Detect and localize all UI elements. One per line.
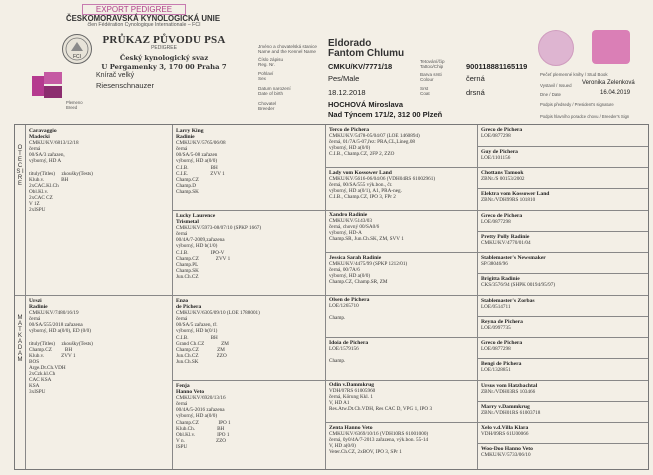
grandparent-reg: CMKU/KV/6920/13/16 xyxy=(176,395,226,402)
gen4-cell xyxy=(481,383,645,402)
breed-cz: Knírač velký xyxy=(96,72,135,79)
dam-line: CAC KSA xyxy=(29,377,52,384)
gen4-cell xyxy=(481,127,645,146)
great-grandparent-line: černá, 0y0/4A/7-2013 zařazena, výk.bon. 55-14 xyxy=(329,437,429,444)
great-grandparent-line: černá, 01/7A/5-07,řez: PRA,CL,Lineg.08 xyxy=(329,139,416,146)
grandparent-name: Fenja xyxy=(176,383,190,389)
gen4-name: Marry v.Dammkrug xyxy=(481,404,530,410)
dog-reg: CMKU/KV/7771/18 xyxy=(328,62,393,71)
great-grandparent-line: CMKU/KV/5478-05/04/07 (LOE 1460894) xyxy=(329,133,420,140)
gen4-cell xyxy=(481,255,645,274)
great-grandparent-cell xyxy=(329,382,475,422)
great-grandparent-line: CMKU/KV/5616-06/04/06 (VDH04RS 61002961) xyxy=(329,176,436,183)
great-grandparent-cell xyxy=(329,340,475,380)
dam-kennel: Radinie xyxy=(29,304,48,311)
dam-line: Arge.Dt.Ch.VDH xyxy=(29,364,66,371)
club-address: U Pergamenky 3, 170 00 Praha 7 xyxy=(101,63,227,71)
grandparent-line: černá xyxy=(176,316,188,323)
sire-line: 2xCAC CZ xyxy=(29,194,53,201)
great-grandparent-line: Champ. xyxy=(329,358,346,365)
great-grandparent-name: Terco de Pichera xyxy=(329,127,370,133)
gen4-cell xyxy=(481,213,645,232)
sire-line: 2xISPU xyxy=(29,207,46,214)
grandparent-line: výborný, HD a(0/0) xyxy=(176,158,218,165)
grandparent-line: Jun.Ch.SK xyxy=(176,358,199,365)
label-breeder: Chovatel Breeder xyxy=(258,101,277,112)
great-grandparent-line: V, HD a(0/0) xyxy=(329,443,356,450)
label-name: Jméno a chovatelská stanice Name and the Kennel Name xyxy=(258,44,317,55)
grandparent-line: Champ.CZ ZVV 1 xyxy=(176,255,231,262)
great-grandparent-line: C.I.B., Champ.CZ, 2FP 2, ZZO xyxy=(329,151,395,158)
great-grandparent-cell xyxy=(329,127,475,167)
stamp-seal-2 xyxy=(592,30,630,64)
gen4-cell xyxy=(481,425,645,444)
great-grandparent-name: Odin v.Dammkrug xyxy=(329,382,375,388)
label-dob: Datum narození Date of birth xyxy=(258,86,291,97)
gen4-name: Woo-Doo Hanno Veto xyxy=(481,446,533,452)
club-name: Český kynologický svaz xyxy=(119,54,209,62)
great-grandparent-line: výborný, HD a(0/0) xyxy=(329,273,371,280)
pedigree-title: PRŮKAZ PŮVODU PSA xyxy=(102,34,226,46)
gen4-name: Elektra vom Kossower Land xyxy=(481,191,550,197)
grandparent-line: Grand Ch.CZ ZM xyxy=(176,340,229,347)
grandparent-line: Champ.CZ xyxy=(176,176,199,183)
dam-line: 2xCzk.kl.Ch xyxy=(29,371,56,378)
grandparent-line: Champ.SK xyxy=(176,188,199,195)
dog-coat: drsná xyxy=(466,88,485,97)
grandparent-line: V n. ZZO xyxy=(176,437,227,444)
grandparent-cell xyxy=(176,383,322,467)
stamp-seal-1 xyxy=(538,30,574,66)
grandparent-cell xyxy=(176,298,322,378)
grandparent-line: Champ.SK xyxy=(176,267,199,274)
dog-breeder-line2: Nad Týncem 171/2, 312 00 Plzeň xyxy=(328,110,443,119)
grandparent-line: Champ.CZ IPO 1 xyxy=(176,419,231,426)
great-grandparent-cell xyxy=(329,297,475,337)
gen4-cell xyxy=(481,149,645,168)
grandparent-line: černá xyxy=(176,401,188,408)
grandparent-line: 00/4A/5-2016 zařazena xyxy=(176,407,225,414)
gen4-name: Greco de Pichera xyxy=(481,340,523,346)
great-grandparent-name: Zenta Hanno Veto xyxy=(329,425,373,431)
gen4-reg: ZBNr./VDH99RS 101810 xyxy=(481,197,536,204)
gen4-cell xyxy=(481,170,645,189)
gen4-name: Chottans Tamook xyxy=(481,170,524,176)
gen4-name: Brigitta Radinie xyxy=(481,276,520,282)
grandparent-line: černá xyxy=(176,231,188,238)
label-reg: Číslo zápisu Reg. Nr. xyxy=(258,57,284,68)
gen4-reg: CMKU/KV/5733/06/10 xyxy=(481,452,531,459)
dam-line: KSA xyxy=(29,383,40,390)
breed-de: Riesenschnauzer xyxy=(96,81,154,90)
side-label-dam: M A T K A D A M xyxy=(17,315,23,363)
sire-name: Caravaggio xyxy=(29,128,57,134)
grandparent-line: Obl.Kl.v. IPO 1 xyxy=(176,431,230,438)
dog-dob: 18.12.2018 xyxy=(328,88,366,97)
great-grandparent-line: černá, Körung Kkl. 1 xyxy=(329,394,373,401)
grandparent-line: černá xyxy=(176,146,188,153)
great-grandparent-cell xyxy=(329,255,475,295)
gen4-cell xyxy=(481,404,645,423)
grandparent-name: Enzo xyxy=(176,298,189,304)
great-grandparent-name: Olsen de Pichera xyxy=(329,297,370,303)
grandparent-line: 00/SA/5-08 zařazen xyxy=(176,152,218,159)
side-label-sire: O T E C S I R E xyxy=(16,145,24,187)
gen4-cell xyxy=(481,191,645,210)
sire-line: výborný, HD A xyxy=(29,158,62,165)
label-sex: Pohlaví Sex xyxy=(258,71,274,82)
grandparent-line: C.I.B. BH xyxy=(176,334,218,341)
gen4-cell xyxy=(481,446,645,466)
gen4-reg: ZBNr./VDH03RS 103466 xyxy=(481,389,536,396)
gen4-reg: CMKU/KV/4770/01/04 xyxy=(481,240,531,247)
grandparent-line: ISPU xyxy=(176,443,188,450)
dog-name-line1: Eldorado xyxy=(328,38,372,49)
great-grandparent-line: Res.Atw.Dt.Ch.VDH, Res CAC D, VPG 1, IPO 3 xyxy=(329,406,433,413)
dam-line: tituly(Titles) zkoušky(Tests) xyxy=(29,340,93,347)
great-grandparent-line: CMKU/KV/4475/99 (SPKP 1212/01) xyxy=(329,261,408,268)
great-grandparent-line: výborný, HD a(0/0) xyxy=(329,145,371,152)
svg-text:FCI: FCI xyxy=(72,54,82,60)
sire-kennel: Madecki xyxy=(29,134,50,141)
pedigree-subtitle: PEDIGREE xyxy=(151,45,177,51)
great-grandparent-line: Champ.CZ, Champ.SR, ZM xyxy=(329,279,388,286)
great-grandparent-line: Champ.SR, Jun.Ch.SK, ZM, SVV 1 xyxy=(329,236,404,243)
gen4-cell xyxy=(481,319,645,338)
breed-label: Plemeno Breed xyxy=(66,100,83,111)
great-grandparent-line: černá, 00/7A/6 xyxy=(329,267,360,274)
grandparent-kennel: Radinie xyxy=(176,134,195,141)
label-coat: Srst Coat xyxy=(420,86,430,97)
grandparent-line: Champ.D xyxy=(176,182,197,189)
president-signature-label: Podpis předsedy / President's signature xyxy=(540,102,614,107)
org-name: ČESKOMORAVSKÁ KYNOLOGICKÁ UNIE xyxy=(65,14,221,23)
gen4-name: Greco de Pichera xyxy=(481,127,523,133)
great-grandparent-cell xyxy=(329,170,475,210)
grandparent-line: Champ.CZ ZM xyxy=(176,346,225,353)
grandparent-reg: CMKU/KV/5765/06/08 xyxy=(176,140,226,147)
sire-line: Klub.v. BH xyxy=(29,176,69,183)
great-grandparent-line: C.I.B., Champ.CZ, IPO 3, FPr 2 xyxy=(329,194,396,201)
great-grandparent-cell xyxy=(329,212,475,252)
gen4-reg: LOE/1101156 xyxy=(481,155,511,162)
grandparent-line: C.I.B. IPO-V xyxy=(176,249,225,256)
dog-name-line2: Fantom Chlumu xyxy=(328,48,405,59)
sire-line: 00/SA/3 zařazen, xyxy=(29,152,65,159)
gen4-cell xyxy=(481,276,645,295)
dam-line: 3xISPU xyxy=(29,389,46,396)
great-grandparent-name: Jessica Sarah Radinie xyxy=(329,255,382,261)
gen4-reg: LOE/0877298 xyxy=(481,346,511,353)
label-chip: Tetování/čip Tattoo/Chip xyxy=(420,59,445,70)
gen4-name: Stablemaster's Zorbas xyxy=(481,298,535,304)
great-grandparent-name: Idoia de Pichera xyxy=(329,340,369,346)
cmku-logo xyxy=(30,72,64,100)
great-grandparent-line: VDH/07RS 61005960 xyxy=(329,388,376,395)
label-color: Barva srsti Colour xyxy=(420,72,442,83)
great-grandparent-line: černá, chovný 00/SA0/6 xyxy=(329,224,380,231)
issue-date: 16.04.2019 xyxy=(600,90,631,96)
dog-chip: 900118881165119 xyxy=(466,62,528,71)
grandparent-line: C.I.B. BH xyxy=(176,164,218,171)
dam-cell xyxy=(29,298,169,466)
grandparent-kennel: de Pichera xyxy=(176,304,202,311)
gen4-reg: LOE/0997735 xyxy=(481,325,511,332)
dam-line: výborný, HD a(0/0), ED (0/0) xyxy=(29,328,91,335)
gen4-name: Reyna de Pichera xyxy=(481,319,523,325)
dam-line: Klub.v. ZVV 1 xyxy=(29,352,76,359)
gen4-reg: ZBNr./S 00153/2002 xyxy=(481,176,525,183)
grandparent-line: Champ.PL xyxy=(176,261,199,268)
gen4-reg: ZBNr./VDH01RS 61003718 xyxy=(481,410,541,417)
fci-member-text: člen Fédération Cynologique Internationale – FCI xyxy=(87,22,201,28)
fci-logo xyxy=(62,34,92,64)
grandparent-kennel: Trismetal xyxy=(176,219,199,226)
sire-cell xyxy=(29,128,169,292)
grandparent-line: Klub.Ch. BH xyxy=(176,425,225,432)
sire-line: V 1Z xyxy=(29,201,40,208)
dog-sex: Pes/Male xyxy=(328,74,360,83)
gen4-reg: LOE/0877298 xyxy=(481,219,511,226)
grandparent-reg: CMKU/KV/6305/09/10 (LOE 1788001) xyxy=(176,310,260,317)
gen4-cell xyxy=(481,234,645,253)
grandparent-name: Larry King xyxy=(176,128,204,134)
grandparent-reg: CMKU/KV/5973-08/07/10 (SPKP 1667) xyxy=(176,225,262,232)
great-grandparent-line: LOE/1265710 xyxy=(329,303,359,310)
great-grandparent-cell xyxy=(329,425,475,467)
sire-line: černá xyxy=(29,146,41,153)
gen4-name: Stablemaster's Newsmaker xyxy=(481,255,546,261)
grandparent-line: výborný, HD b(0/1) xyxy=(176,328,218,335)
gen4-name: Xelo v.d.Villa Klara xyxy=(481,425,529,431)
gen4-reg: SP/38046/96 xyxy=(481,261,508,268)
gen4-reg: LOE/0514711 xyxy=(481,304,511,311)
gen4-name: Bengi de Pichera xyxy=(481,361,522,367)
grandparent-cell xyxy=(176,128,322,208)
gen4-cell xyxy=(481,340,645,359)
grandparent-line: Jun.Ch.CZ ZZO xyxy=(176,352,227,359)
dam-reg: CMKU/KV/7480/16/19 xyxy=(29,310,79,317)
gen4-cell xyxy=(481,298,645,317)
issued-by-name: Veronika Zelenková xyxy=(582,80,635,86)
grandparent-line: 00/SA/5 zařazen, tř. xyxy=(176,322,218,329)
dam-line: 00/SA/555/2018 zařazena xyxy=(29,322,83,329)
issued-by-label: Vystavil / Issued xyxy=(540,83,572,88)
great-grandparent-line: V, HD A1 xyxy=(329,400,350,407)
grandparent-line: Jun.Ch.CZ xyxy=(176,273,199,280)
sire-reg: CMKU/KV/6813/12/18 xyxy=(29,140,79,147)
great-grandparent-line: LOE/1579156 xyxy=(329,346,359,353)
grandparent-cell xyxy=(176,213,322,293)
great-grandparent-name: Lady vom Kossower Land xyxy=(329,170,392,176)
dog-breeder-line1: HOCHOVÁ Miroslava xyxy=(328,100,404,109)
gen4-name: Ursus vom Hatzbachtal xyxy=(481,383,538,389)
gen4-reg: LOE/1328851 xyxy=(481,367,511,374)
great-grandparent-line: CMKU/KV/6369/10/16 (VDH10RS 61001000) xyxy=(329,431,429,438)
gen4-reg: VDH/09RS 61U00066 xyxy=(481,431,529,438)
great-grandparent-line: výborný, HD-A xyxy=(329,230,362,237)
grandparent-name: Lucky Laurence xyxy=(176,213,216,219)
great-grandparent-line: Veter.Ch.CZ, 2xBOV, IPO 3, SPr 1 xyxy=(329,449,402,456)
great-grandparent-line: CMKU/KV/5143/03 xyxy=(329,218,372,225)
export-pedigree-banner: EXPORT PEDIGREE xyxy=(82,4,186,15)
grandparent-line: 00/4A/7-2009,zařazena xyxy=(176,237,225,244)
breeder-signature-label: Podpis hlavního poradce chovu / Breeder's Sign xyxy=(540,114,630,119)
grandparent-line: C.I.E. ZVV 1 xyxy=(176,170,225,177)
gen4-name: Greco de Pichera xyxy=(481,213,523,219)
gen4-name: Guy de Pichera xyxy=(481,149,518,155)
dam-line: černá xyxy=(29,316,41,323)
great-grandparent-line: černá, 00/SA/555 výk.bon., čr. xyxy=(329,182,393,189)
pedigree-table xyxy=(14,124,649,470)
stud-book-label: Pečeť plemenné knihy / Stud Book xyxy=(540,72,608,77)
dam-line: BOS xyxy=(29,358,40,365)
dam-name: Urszi xyxy=(29,298,42,304)
date-label: Dne / Date xyxy=(540,92,561,97)
sire-line: tituly(Titles) zkoušky(Tests) xyxy=(29,170,93,177)
grandparent-line: výborný, HD a(0/0) xyxy=(176,413,218,420)
sire-line: Obl.Kl.v. xyxy=(29,188,49,195)
gen4-cell xyxy=(481,361,645,380)
gen4-reg: LOE/0877298 xyxy=(481,133,511,140)
dam-line: Champ.CZ BH xyxy=(29,346,73,353)
grandparent-kennel: Hanno Veto xyxy=(176,389,205,396)
gen4-name: Pretty Polly Radinie xyxy=(481,234,530,240)
great-grandparent-line: Champ. xyxy=(329,315,346,322)
dog-color: černá xyxy=(466,74,485,83)
great-grandparent-name: Xandro Radinie xyxy=(329,212,368,218)
great-grandparent-line: výborný, HD a(0/1), A1, PRA-neg. xyxy=(329,188,402,195)
gen4-reg: CKS/3576/94 (SHPK 00194/95/97) xyxy=(481,282,556,289)
grandparent-line: výborný, HD b(1/0) xyxy=(176,243,218,250)
sire-line: 2xCAC.Kl.Ch xyxy=(29,182,59,189)
